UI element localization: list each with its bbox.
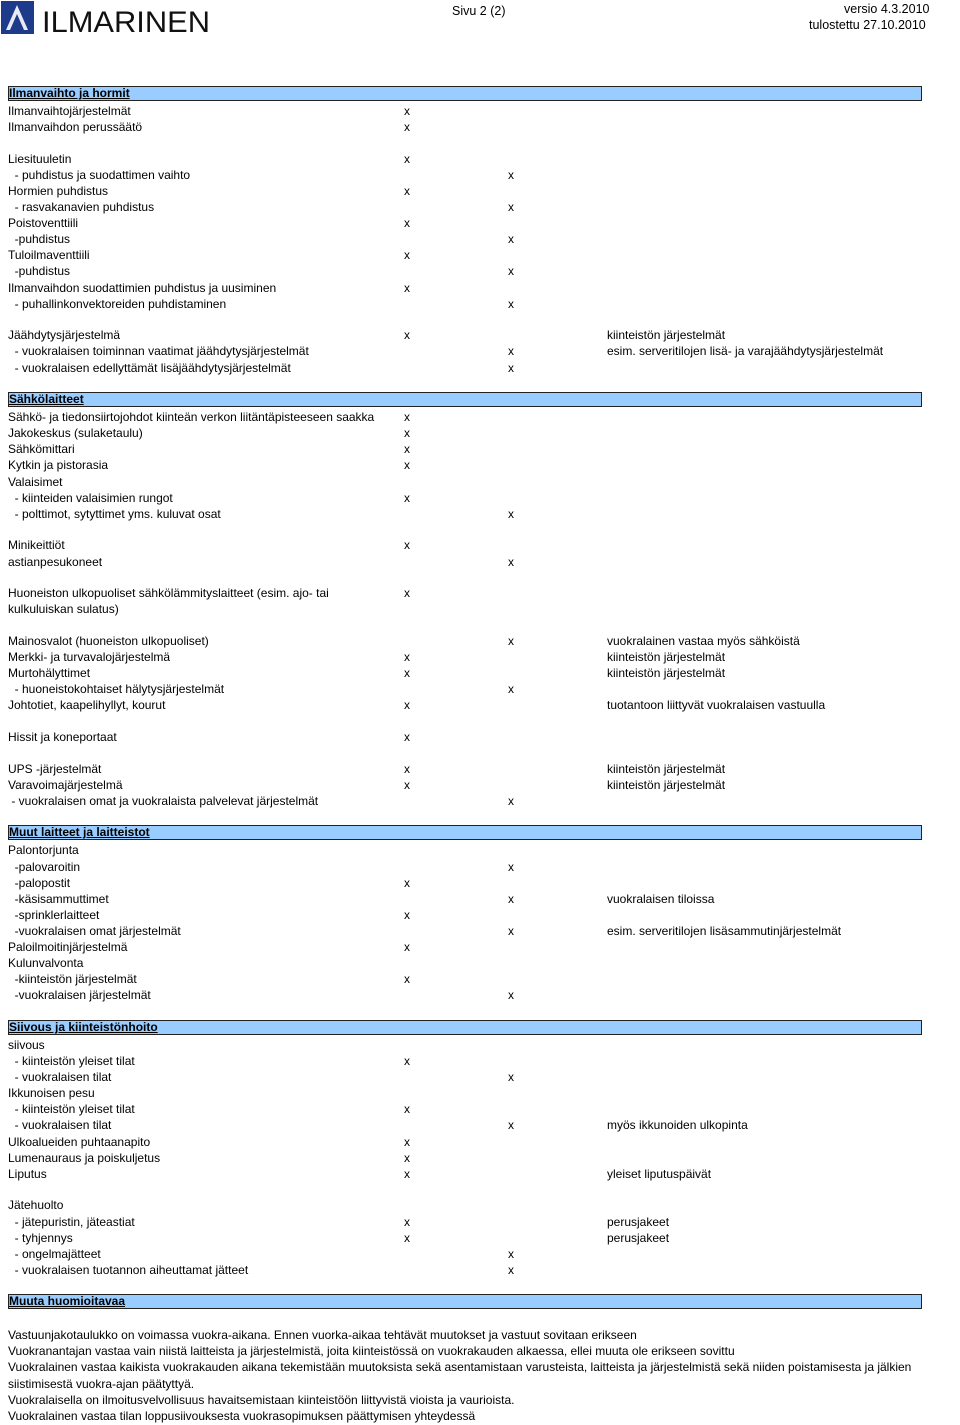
row-note: kiinteistön järjestelmät bbox=[607, 666, 726, 680]
landlord-mark: x bbox=[404, 426, 410, 441]
note-paragraph: Vuokranantajan vastaa vain niistä laitteista ja järjestelmistä, joita kiinteistössä on vuokrakauden alkaessa, ellei muuta ole erikseen sovittu bbox=[8, 1344, 735, 1359]
table-row bbox=[8, 296, 922, 312]
landlord-mark: x bbox=[404, 328, 410, 343]
row-note: kiinteistön järjestelmät bbox=[607, 761, 726, 776]
landlord-mark: x bbox=[404, 1230, 410, 1245]
landlord-mark: x bbox=[404, 442, 410, 457]
section-title: Ilmanvaihto ja hormit bbox=[9, 86, 130, 100]
spacer-row bbox=[8, 522, 922, 538]
landlord-mark: x bbox=[404, 183, 410, 198]
table-row bbox=[8, 327, 922, 343]
table-row bbox=[8, 119, 922, 135]
row-label: Lumenauraus ja poiskuljetus bbox=[8, 1150, 161, 1165]
landlord-mark: x bbox=[404, 729, 410, 744]
row-label: -sprinklerlaitteet bbox=[8, 907, 100, 922]
row-label: - vuokralaisen tilat bbox=[8, 1070, 112, 1085]
row-label: Ilmanvaihtojärjestelmät bbox=[8, 104, 131, 118]
tenant-mark: x bbox=[508, 344, 514, 359]
tenant-mark: x bbox=[508, 988, 514, 1003]
table-row bbox=[8, 1101, 922, 1117]
row-label: Sähkömittari bbox=[8, 442, 75, 457]
landlord-mark: x bbox=[404, 972, 410, 987]
row-label: -puhdistus bbox=[8, 264, 71, 279]
landlord-mark: x bbox=[404, 1166, 410, 1181]
row-label: Huoneiston ulkopuoliset sähkölämmityslaitteet (esim. ajo- tai kulkuluiskan sulatus) bbox=[8, 586, 329, 617]
tenant-mark: x bbox=[508, 682, 514, 697]
tenant-mark: x bbox=[508, 859, 514, 874]
table-row bbox=[8, 343, 922, 359]
row-label: Kytkin ja pistorasia bbox=[8, 458, 109, 473]
landlord-mark: x bbox=[404, 538, 410, 553]
table-row bbox=[8, 1214, 922, 1230]
row-label: - vuokralaisen tuotannon aiheuttamat jätteet bbox=[8, 1262, 249, 1277]
tenant-mark: x bbox=[508, 167, 514, 182]
table-row bbox=[8, 1150, 922, 1166]
table-row bbox=[8, 923, 922, 939]
row-label: - polttimot, sytyttimet yms. kuluvat osat bbox=[8, 506, 221, 521]
table-row bbox=[8, 875, 922, 891]
section-title: Muuta huomioitavaa bbox=[9, 1294, 126, 1309]
row-label: - vuokralaisen toiminnan vaatimat jäähdytysjärjestelmät bbox=[8, 344, 309, 359]
table-row bbox=[8, 1069, 922, 1085]
row-label: Ikkunoisen pesu bbox=[8, 1086, 95, 1101]
tenant-mark: x bbox=[508, 923, 514, 938]
table-row bbox=[8, 761, 922, 777]
landlord-mark: x bbox=[404, 216, 410, 231]
row-label: -palopostit bbox=[8, 875, 71, 890]
landlord-mark: x bbox=[404, 777, 410, 792]
table-row bbox=[8, 1037, 922, 1053]
spacer-row bbox=[8, 135, 922, 151]
note-paragraph: Vuokralainen vastaa kaikista vuokrakauden aikana tekemistään muutoksista sekä asentamistaan varusteista, laitteista ja järjestelmistä sekä niiden poistamisesta ja jälkien siistimisestä vuokra-ajan päätyttyä. bbox=[8, 1360, 912, 1391]
landlord-mark: x bbox=[404, 248, 410, 263]
landlord-mark: x bbox=[404, 649, 410, 664]
row-label: Paloilmoitinjärjestelmä bbox=[8, 940, 128, 954]
table-row bbox=[8, 891, 922, 907]
row-label: -vuokralaisen järjestelmät bbox=[8, 988, 151, 1003]
table-row bbox=[8, 215, 922, 231]
landlord-mark: x bbox=[404, 666, 410, 680]
table-row bbox=[8, 247, 922, 263]
row-label: - kiinteistön yleiset tilat bbox=[8, 1054, 135, 1069]
row-label: Palontorjunta bbox=[8, 843, 79, 858]
row-note: perusjakeet bbox=[607, 1230, 670, 1245]
row-label: - huoneistokohtaiset hälytysjärjestelmät bbox=[8, 682, 225, 697]
row-label: Murtohälyttimet bbox=[8, 666, 91, 680]
row-label: - rasvakanavien puhdistus bbox=[8, 200, 155, 215]
landlord-mark: x bbox=[404, 1214, 410, 1229]
row-label: Ilmanvaihdon suodattimien puhdistus ja uusiminen bbox=[8, 280, 277, 295]
table-row bbox=[8, 537, 922, 553]
table-row bbox=[8, 554, 922, 570]
spacer-row bbox=[8, 376, 922, 392]
table-row bbox=[8, 1262, 922, 1278]
row-label: Jätehuolto bbox=[8, 1198, 64, 1213]
row-label: - kiinteiden valaisimien rungot bbox=[8, 490, 173, 505]
table-row bbox=[8, 167, 922, 183]
table-row bbox=[8, 1197, 922, 1213]
row-label: Mainosvalot (huoneiston ulkopuoliset) bbox=[8, 633, 209, 648]
row-label: UPS -järjestelmät bbox=[8, 761, 102, 776]
spacer-row bbox=[8, 745, 922, 761]
table-row bbox=[8, 842, 922, 858]
table-row bbox=[8, 231, 922, 247]
row-label: -kiinteistön järjestelmät bbox=[8, 972, 137, 987]
tenant-mark: x bbox=[508, 1246, 514, 1261]
landlord-mark: x bbox=[404, 761, 410, 776]
row-label: - puhallinkonvektoreiden puhdistaminen bbox=[8, 296, 227, 311]
table-row bbox=[8, 633, 922, 649]
row-note: tuotantoon liittyvät vuokralaisen vastuulla bbox=[607, 698, 826, 713]
table-row bbox=[8, 263, 922, 279]
row-label: Sähkö- ja tiedonsiirtojohdot kiinteän verkon liitäntäpisteeseen saakka bbox=[8, 410, 375, 425]
row-label: Merkki- ja turvavalojärjestelmä bbox=[8, 649, 171, 664]
tenant-mark: x bbox=[508, 633, 514, 648]
row-label: Varavoimajärjestelmä bbox=[8, 777, 123, 792]
row-note: vuokralainen vastaa myös sähköistä bbox=[607, 633, 800, 648]
row-label: - ongelmajätteet bbox=[8, 1246, 101, 1261]
section-title: Siivous ja kiinteistönhoito bbox=[9, 1019, 158, 1034]
table-row bbox=[8, 793, 922, 809]
tenant-mark: x bbox=[508, 1070, 514, 1085]
row-note: vuokralaisen tiloissa bbox=[607, 891, 715, 906]
logo-text: ILMARINEN bbox=[42, 6, 210, 39]
table-row bbox=[8, 907, 922, 923]
table-row bbox=[8, 1246, 922, 1262]
section-header bbox=[8, 1020, 922, 1035]
table-row bbox=[8, 859, 922, 875]
row-note: kiinteistön järjestelmät bbox=[607, 777, 726, 792]
spacer-row bbox=[8, 570, 922, 586]
table-row bbox=[8, 199, 922, 215]
landlord-mark: x bbox=[404, 280, 410, 295]
row-note: yleiset liputuspäivät bbox=[607, 1166, 712, 1181]
row-label: -puhdistus bbox=[8, 232, 71, 247]
row-label: Jäähdytysjärjestelmä bbox=[8, 328, 121, 343]
section-header bbox=[8, 392, 922, 407]
row-label: Liputus bbox=[8, 1166, 47, 1181]
landlord-mark: x bbox=[404, 120, 410, 135]
note-paragraph: Vuokralainen vastaa tilan loppusiivouksesta vuokrasopimuksen päättymisen yhteydessä bbox=[8, 1409, 476, 1424]
table-row bbox=[8, 183, 922, 199]
tenant-mark: x bbox=[508, 506, 514, 521]
landlord-mark: x bbox=[404, 1134, 410, 1149]
spacer-row bbox=[8, 617, 922, 633]
table-row bbox=[8, 409, 922, 425]
landlord-mark: x bbox=[404, 698, 410, 713]
row-note: kiinteistön järjestelmät bbox=[607, 649, 726, 664]
row-label: Liesituuletin bbox=[8, 151, 72, 166]
row-label: Johtotiet, kaapelihyllyt, kourut bbox=[8, 698, 166, 713]
row-label: Ulkoalueiden puhtaanapito bbox=[8, 1134, 151, 1149]
row-label: Minikeittiöt bbox=[8, 538, 65, 553]
row-note: perusjakeet bbox=[607, 1214, 670, 1229]
table-row bbox=[8, 506, 922, 522]
spacer-row bbox=[8, 713, 922, 729]
row-label: -käsisammuttimet bbox=[8, 891, 109, 906]
table-row bbox=[8, 457, 922, 473]
table-row bbox=[8, 1085, 922, 1101]
row-label: - tyhjennys bbox=[8, 1230, 73, 1245]
landlord-mark: x bbox=[404, 151, 410, 166]
table-row bbox=[8, 1053, 922, 1069]
spacer-row bbox=[8, 1278, 922, 1294]
row-label: Ilmanvaihdon perussäätö bbox=[8, 120, 143, 135]
row-note: kiinteistön järjestelmät bbox=[607, 328, 726, 343]
table-row bbox=[8, 681, 922, 697]
table-row bbox=[8, 955, 922, 971]
row-label: -palovaroitin bbox=[8, 859, 81, 874]
table-row bbox=[8, 1166, 922, 1182]
table-row bbox=[8, 729, 922, 745]
table-row bbox=[8, 441, 922, 457]
row-label: Tuloilmaventtiili bbox=[8, 248, 90, 263]
version-label: versio 4.3.2010 bbox=[844, 2, 930, 16]
table-row bbox=[8, 697, 922, 713]
table-row bbox=[8, 103, 922, 119]
landlord-mark: x bbox=[404, 1102, 410, 1117]
landlord-mark: x bbox=[404, 104, 410, 118]
landlord-mark: x bbox=[404, 875, 410, 890]
row-note: esim. serveritilojen lisä- ja varajäähdytysjärjestelmät bbox=[607, 344, 884, 359]
table-row bbox=[8, 280, 922, 296]
row-label: Hormien puhdistus bbox=[8, 183, 109, 198]
table-row bbox=[8, 939, 922, 955]
row-label: siivous bbox=[8, 1037, 45, 1052]
tenant-mark: x bbox=[508, 1262, 514, 1277]
table-row bbox=[8, 1230, 922, 1246]
landlord-mark: x bbox=[404, 1054, 410, 1069]
landlord-mark: x bbox=[404, 458, 410, 473]
table-row bbox=[8, 1134, 922, 1150]
table-row bbox=[8, 1117, 922, 1133]
table-row bbox=[8, 474, 922, 490]
row-label: Poistoventtiili bbox=[8, 216, 79, 231]
note-paragraph: Vuokralaisella on ilmoitusvelvollisuus havaitsemistaan kiinteistöön liittyvistä vioista ja vaurioista. bbox=[8, 1392, 515, 1407]
landlord-mark: x bbox=[404, 940, 410, 954]
row-label: Jakokeskus (sulaketaulu) bbox=[8, 426, 143, 441]
landlord-mark: x bbox=[404, 410, 410, 425]
section-title: Sähkölaitteet bbox=[9, 392, 84, 407]
section-title: Muut laitteet ja laitteistot bbox=[9, 825, 150, 840]
ilmarinen-logo bbox=[0, 0, 215, 42]
landlord-mark: x bbox=[404, 586, 410, 601]
landlord-mark: x bbox=[404, 1150, 410, 1165]
row-label: Valaisimet bbox=[8, 474, 63, 489]
landlord-mark: x bbox=[404, 907, 410, 922]
table-row bbox=[8, 987, 922, 1003]
table-row bbox=[8, 425, 922, 441]
tenant-mark: x bbox=[508, 232, 514, 247]
section-header bbox=[8, 86, 922, 101]
row-label: - kiinteistön yleiset tilat bbox=[8, 1102, 135, 1117]
spacer-row bbox=[8, 809, 922, 825]
table-row bbox=[8, 360, 922, 376]
notes-block bbox=[8, 1327, 928, 1424]
row-label: - puhdistus ja suodattimen vaihto bbox=[8, 167, 191, 182]
tenant-mark: x bbox=[508, 891, 514, 906]
table-row bbox=[8, 971, 922, 987]
spacer-row bbox=[8, 1003, 922, 1019]
table-row bbox=[8, 665, 922, 681]
tenant-mark: x bbox=[508, 793, 514, 808]
table-row bbox=[8, 777, 922, 793]
printed-date: tulostettu 27.10.2010 bbox=[809, 18, 926, 32]
row-label: - vuokralaisen omat ja vuokralaista palvelevat järjestelmät bbox=[8, 793, 319, 808]
tenant-mark: x bbox=[508, 360, 514, 375]
row-label: -vuokralaisen omat järjestelmät bbox=[8, 923, 181, 938]
tenant-mark: x bbox=[508, 296, 514, 311]
note-paragraph: Vastuunjakotaulukko on voimassa vuokra-aikana. Ennen vuorka-aikaa tehtävät muutokset ja vastuut sovitaan erikseen bbox=[8, 1328, 637, 1342]
row-label: - vuokralaisen tilat bbox=[8, 1118, 112, 1133]
row-label: astianpesukoneet bbox=[8, 554, 103, 569]
landlord-mark: x bbox=[404, 490, 410, 505]
row-label: - vuokralaisen edellyttämät lisäjäähdytysjärjestelmät bbox=[8, 360, 291, 375]
tenant-mark: x bbox=[508, 1118, 514, 1133]
spacer-row bbox=[8, 312, 922, 328]
section-header bbox=[8, 1294, 922, 1309]
row-note: esim. serveritilojen lisäsammutinjärjestelmät bbox=[607, 923, 842, 938]
responsibility-table bbox=[8, 85, 922, 1311]
tenant-mark: x bbox=[508, 200, 514, 215]
section-header bbox=[8, 825, 922, 840]
row-label: Hissit ja koneportaat bbox=[8, 729, 117, 744]
table-row bbox=[8, 649, 922, 665]
row-label: - jätepuristin, jäteastiat bbox=[8, 1214, 135, 1229]
table-row bbox=[8, 490, 922, 506]
page-number: Sivu 2 (2) bbox=[452, 4, 506, 18]
tenant-mark: x bbox=[508, 554, 514, 569]
tenant-mark: x bbox=[508, 264, 514, 279]
table-row bbox=[8, 151, 922, 167]
row-note: myös ikkunoiden ulkopinta bbox=[607, 1118, 748, 1133]
row-label: Kulunvalvonta bbox=[8, 956, 84, 971]
spacer-row bbox=[8, 1182, 922, 1198]
table-row bbox=[8, 585, 922, 617]
